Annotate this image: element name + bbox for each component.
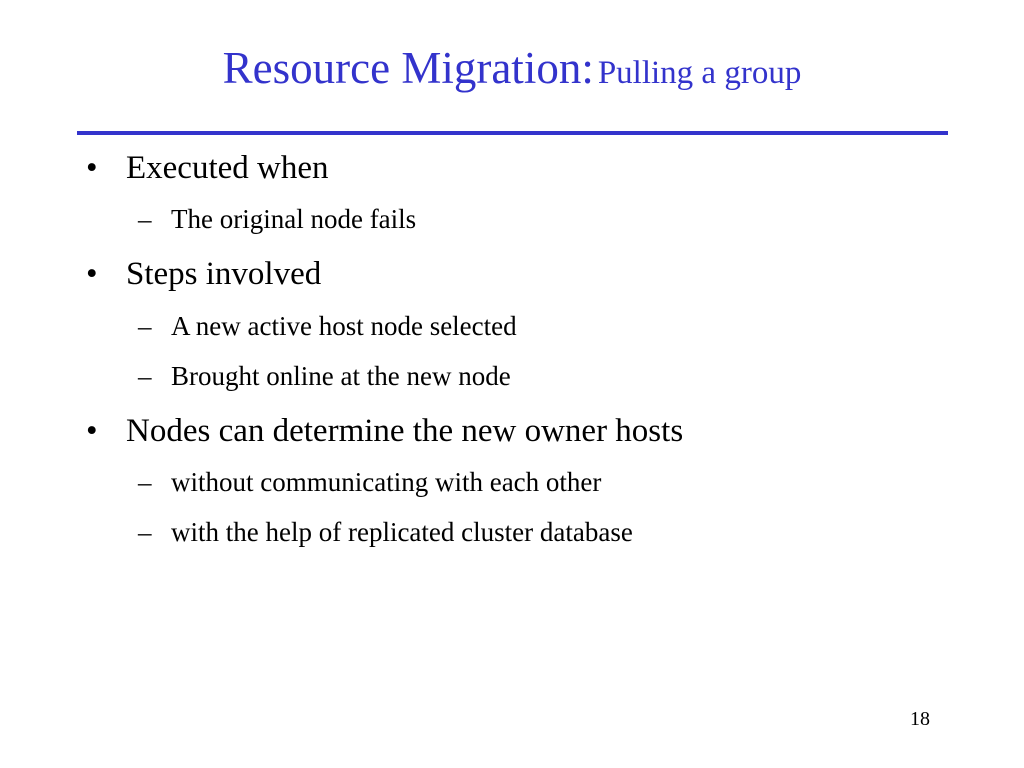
bullet-text: Steps involved [126, 256, 322, 292]
title-main: Resource Migration: [222, 43, 594, 93]
sub-bullet-text: A new active host node selected [171, 311, 517, 341]
sub-bullet-marker: – [138, 517, 152, 547]
sub-bullet-item [138, 519, 633, 546]
bullet-marker: • [86, 256, 98, 292]
sub-bullet-item [138, 469, 601, 496]
sub-bullet-text: without communicating with each other [171, 467, 602, 497]
bullet-text: Executed when [126, 150, 329, 186]
page-number: 18 [910, 708, 930, 730]
bullet-marker: • [86, 413, 98, 449]
bullet-item [86, 415, 683, 448]
bullet-item [86, 258, 321, 291]
bullet-text: Nodes can determine the new owner hosts [126, 413, 684, 449]
bullet-item [86, 152, 329, 185]
sub-bullet-item [138, 363, 511, 390]
title-subtitle: Pulling a group [597, 55, 802, 91]
slide-title [0, 43, 1024, 93]
title-underline [77, 131, 948, 135]
sub-bullet-marker: – [138, 204, 152, 234]
sub-bullet-marker: – [138, 361, 152, 391]
sub-bullet-marker: – [138, 467, 152, 497]
bullet-marker: • [86, 150, 98, 186]
sub-bullet-item [138, 206, 416, 233]
sub-bullet-marker: – [138, 311, 152, 341]
sub-bullet-item [138, 313, 517, 340]
sub-bullet-text: Brought online at the new node [171, 361, 511, 391]
sub-bullet-text: The original node fails [171, 204, 417, 234]
sub-bullet-text: with the help of replicated cluster database [171, 517, 633, 547]
